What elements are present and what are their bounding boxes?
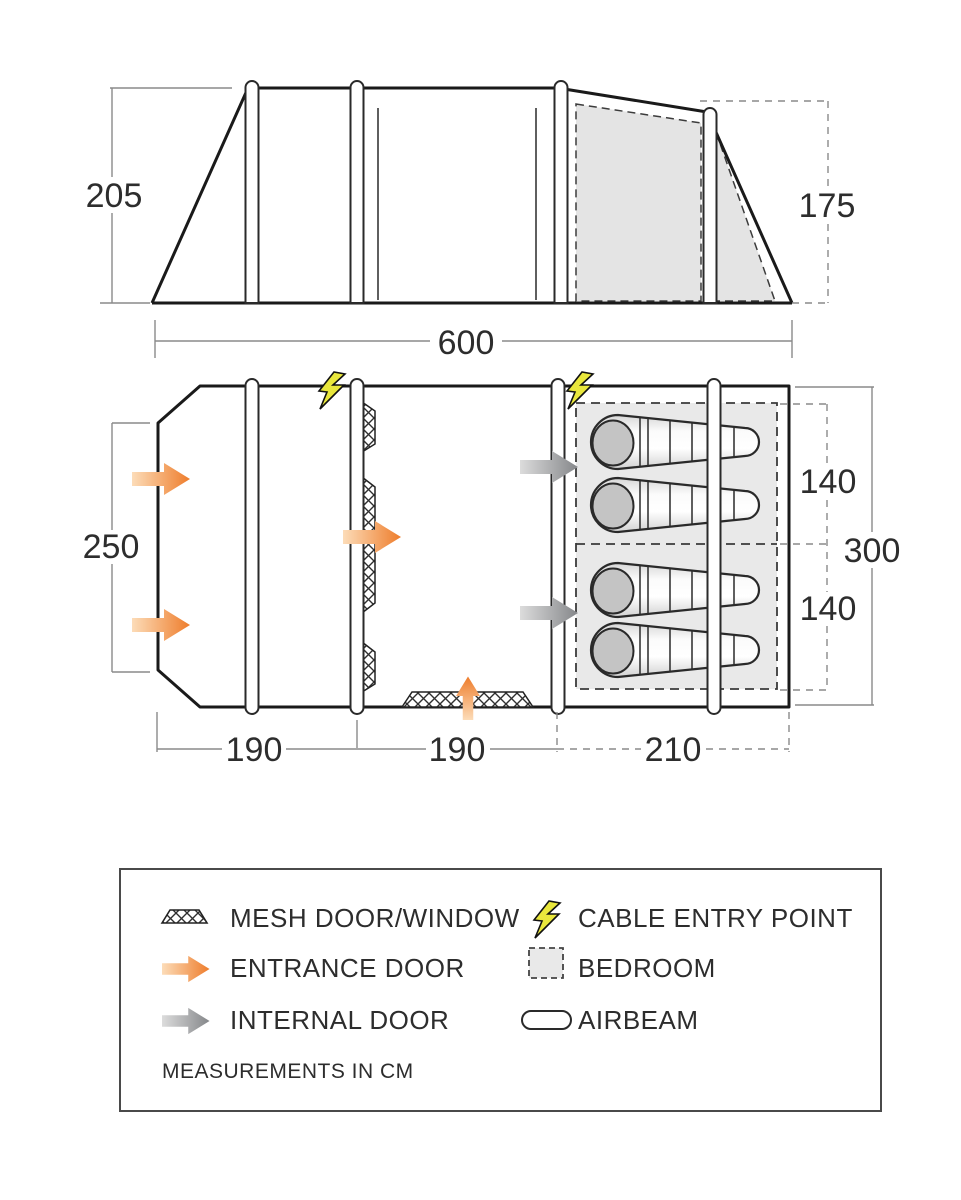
side-view-inner-bedroom (576, 104, 701, 301)
dim-label-175: 175 (798, 187, 856, 225)
airbeam-side-2 (351, 81, 364, 303)
legend-label-bedroom: BEDROOM (578, 953, 716, 983)
legend-label-airbeam: AIRBEAM (578, 1005, 699, 1035)
dimension-rear-width (795, 387, 900, 705)
dim-label-600: 600 (437, 324, 495, 362)
dimension-sections (157, 712, 789, 769)
airbeam-side-3 (555, 81, 568, 303)
dim-label-250: 250 (82, 528, 140, 566)
legend-label-entrance: ENTRANCE DOOR (230, 953, 465, 983)
legend-label-cable: CABLE ENTRY POINT (578, 903, 853, 933)
dim-label-210-rear: 210 (644, 731, 702, 769)
airbeam-plan-3 (552, 379, 565, 714)
dimension-height-front (86, 88, 232, 303)
dim-label-300: 300 (843, 532, 901, 570)
dimension-length (155, 320, 792, 362)
dim-label-140-top: 140 (799, 463, 857, 501)
side-view-inner-bedroom-rear (716, 132, 775, 301)
legend-label-internal: INTERNAL DOOR (230, 1005, 450, 1035)
airbeam-side-1 (246, 81, 259, 303)
measurements-note: MEASUREMENTS IN CM (162, 1060, 414, 1083)
floor-plan-view (83, 372, 901, 769)
airbeam-symbol-icon (522, 1011, 571, 1029)
dim-label-190-front: 190 (225, 731, 283, 769)
dim-label-140-bottom: 140 (799, 590, 857, 628)
airbeam-plan-1 (246, 379, 259, 714)
dimension-front-width (83, 423, 150, 672)
legend (120, 869, 881, 1111)
bedroom-swatch-icon (529, 948, 563, 978)
airbeam-plan-2 (351, 379, 364, 714)
mesh-symbol-icon (162, 910, 207, 923)
dim-label-205: 205 (85, 177, 143, 215)
side-elevation-view (86, 81, 856, 362)
dim-label-190-mid: 190 (428, 731, 486, 769)
airbeam-side-4 (704, 108, 717, 303)
legend-label-mesh: MESH DOOR/WINDOW (230, 903, 520, 933)
airbeam-plan-4 (708, 379, 721, 714)
